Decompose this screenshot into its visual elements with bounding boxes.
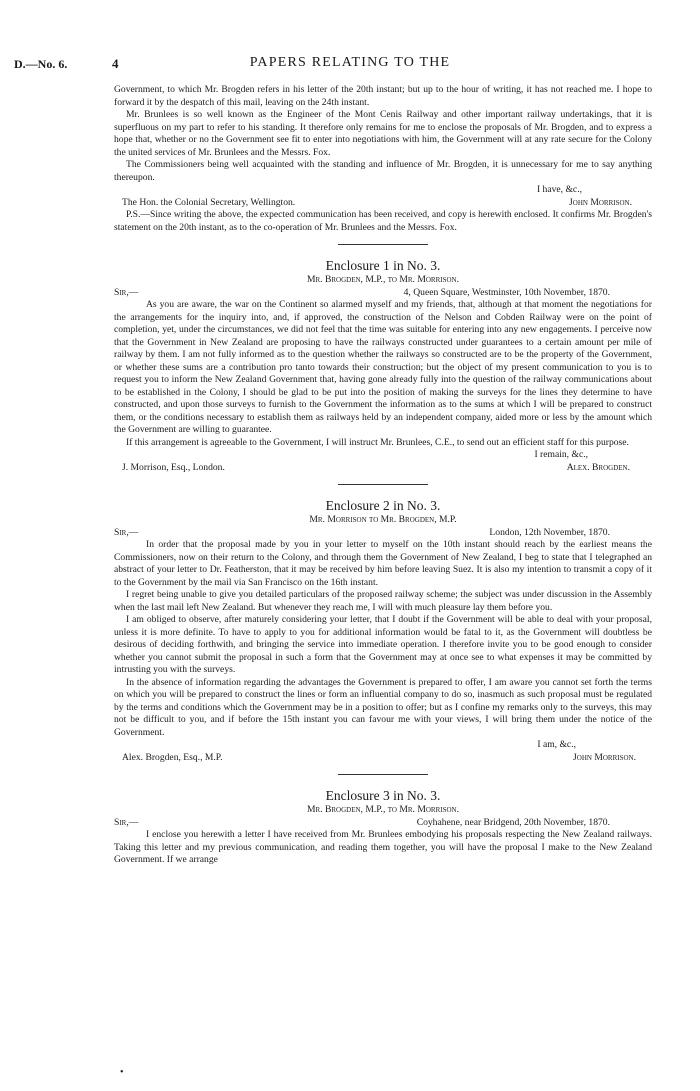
signature-row	[114, 462, 652, 475]
signature: Alex. Brogden.	[566, 461, 630, 473]
letter-paragraph: If this arrangement is agreeable to the Government, I will instruct Mr. Brunlees, C.E., to send out an efficient staff for this purpose.	[126, 436, 629, 448]
enclosure-title: Enclosure 3 in No. 3.	[325, 788, 441, 803]
signature: John Morrison.	[573, 751, 636, 763]
letter-paragraph: As you are aware, the war on the Continent so alarmed myself and my friends, that, although at that moment the negotiations for the arrangements for the inquiry into, and, if approved, the construction of the Nelson and Cobden Railway were on the point of completion, yet, under the circumstances, we did not feel that the time was suitable for entering into any new engagements. I perceive now that the Government in New Zealand are proposing to have the railways constructed under guarantees to a certain amount per mile of railway by them. I am not fully informed as to the question whether the railways so constructed are to be the property of the Government, or whether these sums are a contribution pro tanto towards their construction; but the object of my present communication to you is to request you to inform the New Zealand Government that, having gone already fully into the question of the railway communications about to be established in the Colony, I should be glad to be put into the position of making the surveys for the lines they determine to have constructed, and upon those surveys to furnish to the Government the information as to the sums at which I will be prepared to construct them, or the conditions necessary to establish them as railways held by an independent company, aided more or less by the amount which the Government are willing to guarantee.	[114, 299, 652, 435]
divider	[338, 774, 428, 775]
addressee: J. Morrison, Esq., London.	[122, 461, 225, 473]
addressee: The Hon. the Colonial Secretary, Wellington.	[122, 196, 296, 208]
signature-row	[114, 197, 652, 210]
letter-paragraph: I enclose you herewith a letter I have received from Mr. Brunlees embodying his proposals respecting the New Zealand railways. Taking this letter and my previous communication, and reading them together, you will have the proposal I make to the New Zealand Government. If we arrange	[114, 829, 652, 865]
enclosure-title: Enclosure 1 in No. 3.	[325, 258, 441, 273]
letter-paragraph: I regret being unable to give you detailed particulars of the proposed railway scheme; the subject was under discussion in the Assembly when the last mail left New Zealand. But whenever they reach me, I will with much pleasure lay them before you.	[114, 589, 652, 613]
enclosure-from-to: Mr. Morrison to Mr. Brogden, M.P.	[309, 514, 457, 525]
letter-paragraph: Mr. Brunlees is so well known as the Engineer of the Mont Cenis Railway and other important railway undertakings, that it is superfluous on my part to refer to his standing. It therefore only remains for me to enclose the proposals of Mr. Brogden, and to express a hope that, whether or no the Government see fit to enter into negotiations with him, the Government will at any rate secure for the Colony the united services of Mr. Brunlees and the Messrs. Fox.	[114, 109, 652, 158]
document-body	[114, 84, 652, 867]
closing: I have, &c.,	[536, 184, 582, 195]
salutation-row	[114, 287, 652, 300]
signature: John Morrison.	[569, 196, 632, 208]
page-number: 4	[112, 56, 119, 71]
running-title: PAPERS RELATING TO THE	[249, 55, 451, 70]
letter-address: Coyhahene, near Bridgend, 20th November, 1870.	[416, 816, 610, 828]
document-reference: D.—No. 6.	[14, 57, 68, 71]
closing: I am, &c.,	[537, 739, 576, 750]
letter-paragraph: I am obliged to observe, after maturely considering your letter, that I doubt if the Government will be able to deal with your proposal, unless it is more definite. To have to apply to you for additional information would be fatal to it, as the Government will doubtless be desirous of deciding forthwith, and bringing the service into immediate operation. I therefore invite you to be good enough to consider whether you cannot submit the proposal in such a form that the Government may at once see to what expenses it may be committed by intrusting you with the surveys.	[114, 614, 652, 675]
enclosure-title: Enclosure 2 in No. 3.	[325, 498, 441, 513]
salutation: Sir,—	[114, 526, 139, 538]
salutation-row	[114, 527, 652, 540]
letter-paragraph: Government, to which Mr. Brogden refers in his letter of the 20th instant; but up to the hour of writing, it has not reached me. I hope to forward it by the despatch of this mail, leaving on the 24th instant.	[114, 84, 652, 108]
enclosure-from-to: Mr. Brogden, M.P., to Mr. Morrison.	[306, 804, 459, 815]
signature-row	[114, 752, 652, 765]
letter-paragraph: In order that the proposal made by you in your letter to myself on the 10th instant should reach by the earliest means the Commissioners, now on their return to the Colony, and through them the Government of New Zealand, I beg to state that I telegraphed an abstract of your letter to Dr. Featherston, that it may be received by him before leaving Suez. It is also my intention to transmit a copy of it to the Government by the mail via San Francisco on the 16th instant.	[114, 539, 652, 588]
enclosure-from-to: Mr. Brogden, M.P., to Mr. Morrison.	[306, 274, 459, 285]
postscript: P.S.—Since writing the above, the expected communication has been received, and copy is herewith enclosed. It confirms Mr. Brogden's statement on the 20th instant, as to the co-operation of Mr. Brunlees and the Messrs. Fox.	[114, 209, 652, 233]
footer-mark: •	[120, 1067, 124, 1078]
closing: I remain, &c.,	[534, 449, 588, 460]
letter-paragraph: The Commissioners being well acquainted with the standing and influence of Mr. Brogden, it is unnecessary for me to say anything thereupon.	[114, 159, 652, 183]
salutation: Sir,—	[114, 286, 139, 298]
letter-address: 4, Queen Square, Westminster, 10th November, 1870.	[403, 286, 610, 298]
salutation: Sir,—	[114, 816, 139, 828]
divider	[338, 244, 428, 245]
addressee: Alex. Brogden, Esq., M.P.	[122, 751, 223, 763]
letter-address: London, 12th November, 1870.	[489, 526, 610, 538]
letter-paragraph: In the absence of information regarding the advantages the Government is prepared to offer, I am aware you cannot set forth the terms on which you will be prepared to construct the lines or form an influential company to do so, inasmuch as such proposal must be regulated by the terms and conditions which the Government may be in a position to offer; but as I confine my remarks only to the surveys, this may not be difficult to you, and if before the 15th instant you can favour me with your views, I will bring them under the notice of the Government.	[114, 676, 652, 738]
salutation-row	[114, 817, 652, 830]
page-header	[0, 57, 700, 73]
divider	[338, 484, 428, 485]
